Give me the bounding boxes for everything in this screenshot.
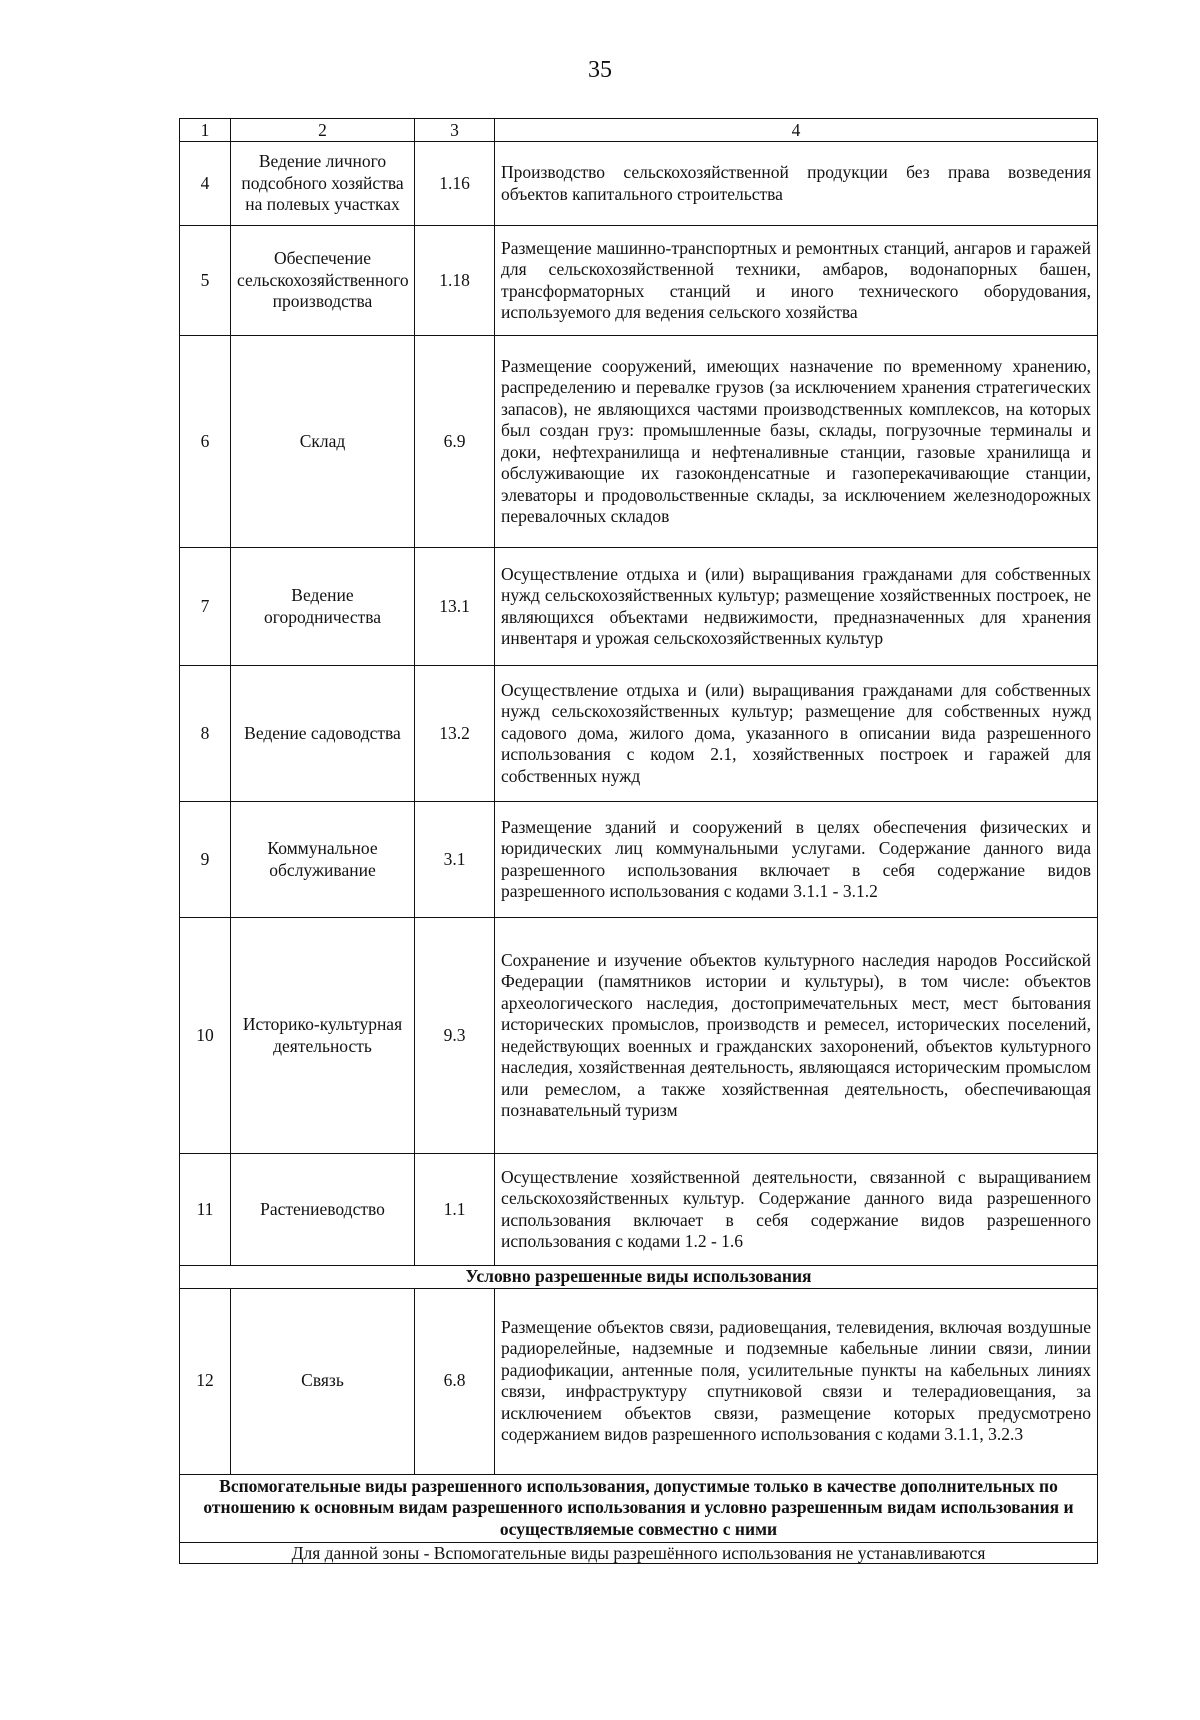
column-header: 3 [415, 119, 495, 142]
use-type-code: 3.1 [415, 802, 495, 918]
row-number: 6 [180, 336, 231, 548]
row-number: 7 [180, 548, 231, 666]
use-type-code: 13.2 [415, 666, 495, 802]
column-header: 4 [495, 119, 1098, 142]
use-type-code: 1.16 [415, 142, 495, 226]
row-number: 10 [180, 918, 231, 1154]
column-number-row [180, 119, 1098, 142]
use-type-name: Ведение огородничества [231, 548, 415, 666]
use-type-name: Ведение личного подсобного хозяйства на полевых участках [231, 142, 415, 226]
section-header-row [180, 1474, 1098, 1542]
use-type-code: 1.18 [415, 226, 495, 336]
table-row [180, 802, 1098, 918]
use-type-code: 13.1 [415, 548, 495, 666]
use-type-code: 6.9 [415, 336, 495, 548]
row-number: 8 [180, 666, 231, 802]
table-row [180, 548, 1098, 666]
use-type-description: Осуществление хозяйственной деятельности, связанной с выращиванием сельскохозяйственных культур. Содержание данного вида разрешенного использования включает в себя содержание видов разрешенного использования с кодами 1.2 - 1.6 [495, 1154, 1098, 1266]
row-number: 11 [180, 1154, 231, 1266]
use-type-name: Историко-культурная деятельность [231, 918, 415, 1154]
section-title-conditional: Условно разрешенные виды использования [180, 1266, 1098, 1289]
use-type-description: Осуществление отдыха и (или) выращивания гражданами для собственных нужд сельскохозяйственных культур; размещение хозяйственных построек, не являющихся объектами недвижимости, предназначенных для хранения инвентаря и урожая сельскохозяйственных культур [495, 548, 1098, 666]
table-row [180, 1288, 1098, 1474]
use-type-description: Размещение зданий и сооружений в целях обеспечения физических и юридических лиц коммунальными услугами. Содержание данного вида разрешенного использования включает в себя содержание видов разрешенного использования с кодами 3.1.1 - 3.1.2 [495, 802, 1098, 918]
land-use-table [179, 118, 1098, 1564]
table-row [180, 666, 1098, 802]
use-type-description: Производство сельскохозяйственной продукции без права возведения объектов капитального строительства [495, 142, 1098, 226]
row-number: 12 [180, 1288, 231, 1474]
table-row [180, 918, 1098, 1154]
table-row [180, 226, 1098, 336]
page-number: 35 [588, 57, 612, 83]
table-row [180, 142, 1098, 226]
use-type-name: Связь [231, 1288, 415, 1474]
use-type-description: Сохранение и изучение объектов культурного наследия народов Российской Федерации (памятников истории и культуры), в том числе: объектов археологического наследия, достопримечательных мест, мест бытования исторических промыслов, производств и ремесел, исторических поселений, недействующих военных и гражданских захоронений, объектов культурного наследия, хозяйственная деятельность, являющаяся историческим промыслом или ремеслом, а также хозяйственная деятельность, обеспечивающая познавательный туризм [495, 918, 1098, 1154]
use-type-description: Размещение машинно-транспортных и ремонтных станций, ангаров и гаражей для сельскохозяйственной техники, амбаров, водонапорных башен, трансформаторных станций и иного технического оборудования, используемого для ведения сельского хозяйства [495, 226, 1098, 336]
column-header: 2 [231, 119, 415, 142]
auxiliary-note: Для данной зоны - Вспомогательные виды разрешённого использования не устанавливаются [180, 1542, 1098, 1563]
use-type-name: Обеспечение сельскохозяйственного производства [231, 226, 415, 336]
table-row [180, 336, 1098, 548]
column-header: 1 [180, 119, 231, 142]
row-number: 9 [180, 802, 231, 918]
use-type-name: Ведение садоводства [231, 666, 415, 802]
use-type-description: Осуществление отдыха и (или) выращивания гражданами для собственных нужд сельскохозяйственных культур; размещение для собственных нужд садового дома, жилого дома, указанного в описании вида разрешенного использования с кодом 2.1, хозяйственных построек и гаражей для собственных нужд [495, 666, 1098, 802]
row-number: 5 [180, 226, 231, 336]
use-type-description: Размещение объектов связи, радиовещания, телевидения, включая воздушные радиорелейные, надземные и подземные кабельные линии связи, линии радиофикации, антенные поля, усилительные пункты на кабельных линиях связи, инфраструктуру спутниковой связи и телерадиовещания, за исключением объектов связи, размещение которых предусмотрено содержанием видов разрешенного использования с кодами 3.1.1, 3.2.3 [495, 1288, 1098, 1474]
section-header-row [180, 1266, 1098, 1289]
use-type-name: Растениеводство [231, 1154, 415, 1266]
use-type-code: 6.8 [415, 1288, 495, 1474]
table-row [180, 1154, 1098, 1266]
section-title-auxiliary: Вспомогательные виды разрешенного использования, допустимые только в качестве дополнительных по отношению к основным видам разрешенного использования и условно разрешенным видам использования и осуществляемые совместно с ними [180, 1474, 1098, 1542]
use-type-code: 9.3 [415, 918, 495, 1154]
note-row [180, 1542, 1098, 1563]
row-number: 4 [180, 142, 231, 226]
use-type-name: Склад [231, 336, 415, 548]
use-type-code: 1.1 [415, 1154, 495, 1266]
use-type-name: Коммунальное обслуживание [231, 802, 415, 918]
use-type-description: Размещение сооружений, имеющих назначение по временному хранению, распределению и перевалке грузов (за исключением хранения стратегических запасов), не являющихся частями производственных комплексов, на которых был создан груз: промышленные базы, склады, погрузочные терминалы и доки, нефтехранилища и нефтеналивные станции, газовые хранилища и обслуживающие их газоконденсатные и газоперекачивающие станции, элеваторы и продовольственные склады, за исключением железнодорожных перевалочных складов [495, 336, 1098, 548]
